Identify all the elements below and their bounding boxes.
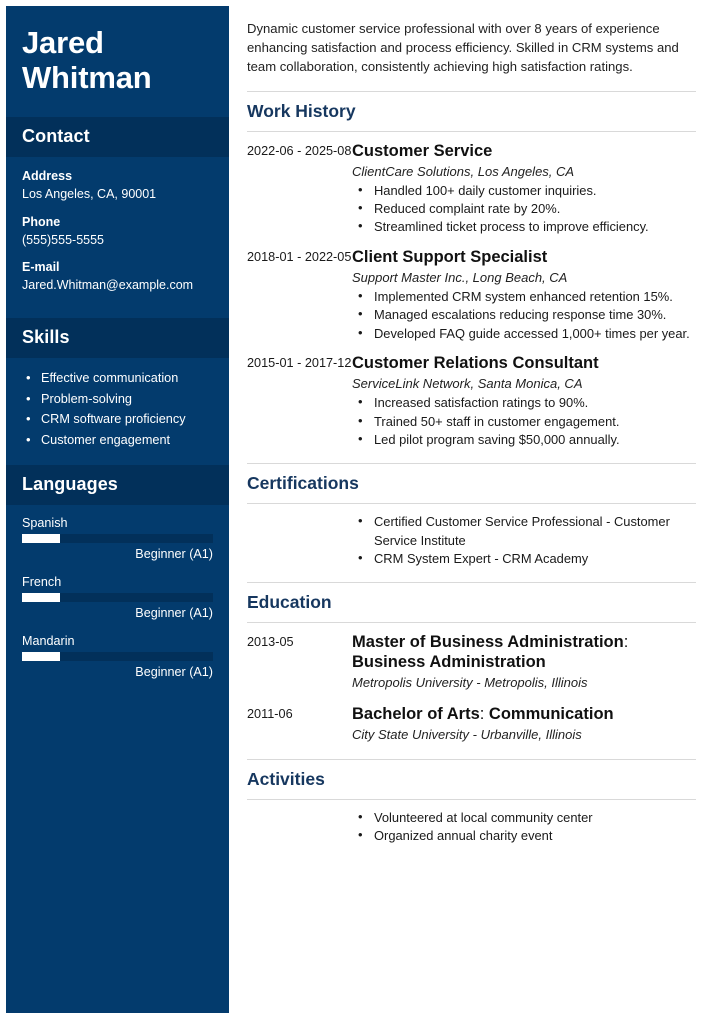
language-name: Spanish: [22, 515, 68, 530]
list-item: • Led pilot program saving $50,000 annually.: [352, 431, 696, 449]
candidate-first-name: Jared: [22, 25, 104, 60]
language-proficiency-fill: [22, 534, 60, 543]
work-entry-organization: Support Master Inc., Long Beach, CA: [352, 269, 568, 285]
list-item: • Increased satisfaction ratings to 90%.: [352, 394, 696, 412]
work-entry: [247, 141, 696, 237]
list-item: • CRM software proficiency: [22, 409, 213, 430]
work-entry-details: [352, 247, 696, 343]
education-entry-institution: City State University - Urbanville, Illinois: [352, 726, 582, 742]
language-level-label: Beginner (A1): [135, 546, 213, 561]
education-entry-degree: [352, 632, 696, 672]
sidebar: [6, 6, 229, 1013]
work-entry-title: Client Support Specialist: [352, 247, 548, 266]
work-entry-bullets: [352, 182, 696, 237]
education-degree-name: Bachelor of Arts: [352, 704, 480, 723]
contact-value-phone: (555)555-5555: [22, 232, 105, 247]
work-entry-organization: ClientCare Solutions, Los Angeles, CA: [352, 163, 575, 179]
list-item: • Handled 100+ daily customer inquiries.: [352, 182, 696, 200]
education-entry: [247, 632, 696, 693]
list-item: • Streamlined ticket process to improve efficiency.: [352, 218, 696, 236]
section-heading-certifications: Certifications: [247, 463, 696, 504]
work-entry: [247, 247, 696, 343]
work-entry-details: [352, 353, 696, 449]
certifications-list: [352, 513, 696, 568]
main-content: [229, 6, 714, 1013]
section-heading-activities: Activities: [247, 759, 696, 800]
list-item: • Organized annual charity event: [352, 827, 696, 845]
language-item-mandarin: [22, 633, 213, 682]
languages-section-body: [6, 505, 229, 706]
section-certifications: [247, 463, 696, 568]
work-entry-title: Customer Service: [352, 141, 493, 160]
list-item: • Volunteered at local community center: [352, 809, 696, 827]
list-item: • CRM System Expert - CRM Academy: [352, 550, 696, 568]
list-item: • Reduced complaint rate by 20%.: [352, 200, 696, 218]
section-work-history: [247, 91, 696, 450]
contact-value-address: Los Angeles, CA, 90001: [22, 187, 157, 202]
language-name: French: [22, 574, 62, 589]
language-level-label: Beginner (A1): [135, 605, 213, 620]
contact-label-address: Address: [22, 169, 73, 184]
section-heading-work-history: Work History: [247, 91, 696, 132]
section-education: [247, 582, 696, 745]
contact-field-phone: [22, 213, 213, 250]
education-degree-separator: :: [479, 704, 485, 723]
education-degree-separator: :: [623, 633, 629, 652]
activities-list: [352, 809, 696, 846]
education-entry-institution: Metropolis University - Metropolis, Illinois: [352, 675, 588, 691]
language-item-french: [22, 574, 213, 623]
list-item: • Problem-solving: [22, 389, 213, 410]
education-entry-degree: [352, 704, 696, 724]
skills-section-body: [6, 358, 229, 465]
list-item: • Managed escalations reducing response time 30%.: [352, 306, 696, 324]
skills-section-heading: Skills: [6, 318, 229, 358]
language-proficiency-bar: [22, 652, 213, 661]
work-entry: [247, 353, 696, 449]
education-entry-details: [352, 632, 696, 693]
work-entry-date: 2022-06 - 2025-08: [247, 143, 352, 158]
list-item: • Implemented CRM system enhanced retention 15%.: [352, 288, 696, 306]
education-degree-field: Communication: [484, 704, 614, 723]
skills-list: [22, 368, 213, 451]
candidate-name: [6, 6, 229, 117]
candidate-last-name: Whitman: [22, 59, 152, 95]
list-item: • Trained 50+ staff in customer engagement.: [352, 413, 696, 431]
work-entry-title: Customer Relations Consultant: [352, 354, 599, 373]
education-entry-date: 2013-05: [247, 635, 294, 650]
contact-label-phone: Phone: [22, 214, 61, 229]
education-degree-name: Master of Business Administration: [352, 633, 624, 652]
language-proficiency-bar: [22, 534, 213, 543]
list-item: • Customer engagement: [22, 430, 213, 451]
education-degree-field: Business Administration: [352, 653, 546, 672]
contact-field-address: [22, 167, 213, 204]
professional-summary: Dynamic customer service professional with over 8 years of experience enhancing satisfaction and process efficiency. Skilled in CRM systems and team collaboration, consistently achieving high satisfaction ratings.: [247, 21, 679, 74]
section-activities: [247, 759, 696, 846]
list-item: • Developed FAQ guide accessed 1,000+ times per year.: [352, 325, 696, 343]
education-entry-date: 2011-06: [247, 706, 293, 721]
contact-value-email[interactable]: Jared.Whitman@example.com: [22, 278, 194, 293]
languages-section-heading: Languages: [6, 465, 229, 505]
work-entry-bullets: [352, 394, 696, 449]
contact-label-email: E-mail: [22, 260, 60, 275]
language-item-spanish: [22, 515, 213, 564]
language-proficiency-bar: [22, 593, 213, 602]
contact-section-body: [6, 157, 229, 318]
list-item: • Certified Customer Service Professional - Customer Service Institute: [352, 513, 696, 550]
education-entry: [247, 704, 696, 745]
work-entry-date: 2018-01 - 2022-05: [247, 249, 352, 264]
contact-field-email: [22, 258, 213, 295]
work-history-entries: [247, 132, 696, 450]
education-entry-details: [352, 704, 696, 745]
language-proficiency-fill: [22, 593, 60, 602]
language-proficiency-fill: [22, 652, 60, 661]
section-heading-education: Education: [247, 582, 696, 623]
activities-list-wrap: [247, 800, 696, 846]
work-entry-details: [352, 141, 696, 237]
certifications-list-wrap: [247, 504, 696, 568]
language-level-label: Beginner (A1): [135, 665, 213, 680]
work-entry-organization: ServiceLink Network, Santa Monica, CA: [352, 376, 583, 392]
education-entries: [247, 623, 696, 745]
contact-section-heading: Contact: [6, 117, 229, 157]
language-name: Mandarin: [22, 634, 75, 649]
list-item: • Effective communication: [22, 368, 213, 389]
work-entry-date: 2015-01 - 2017-12: [247, 356, 352, 371]
work-entry-bullets: [352, 288, 696, 343]
